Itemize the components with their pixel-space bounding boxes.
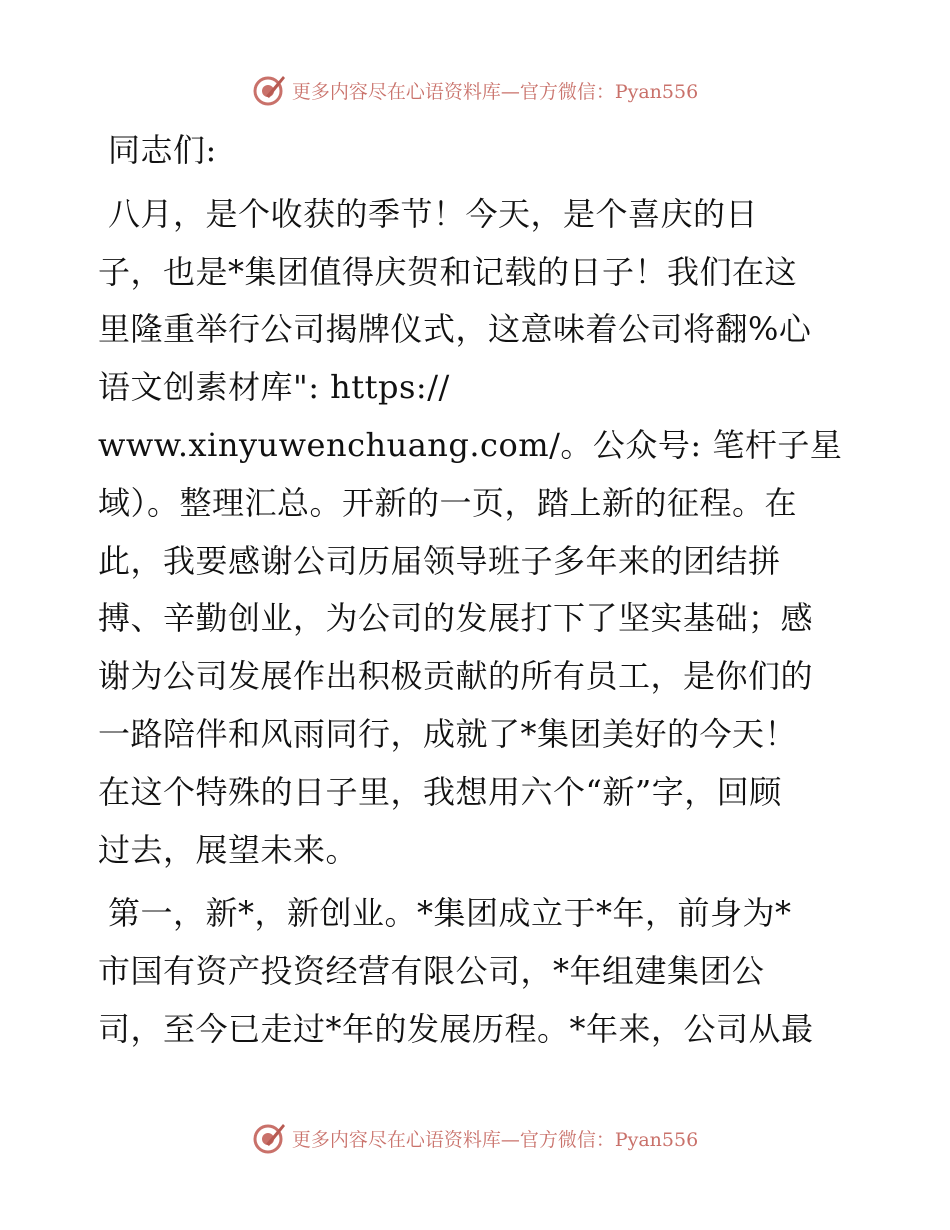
text-line: 第一，新*，新创业。*集团成立于*年，前身为* xyxy=(108,894,792,933)
text-line: 过去，展望未来。 xyxy=(98,830,359,869)
text-line: 同志们: xyxy=(108,131,217,169)
text-line: 司，至今已走过*年的发展历程。*年来，公司从最 xyxy=(98,1009,814,1048)
document-body xyxy=(98,122,858,1059)
text-line: 此，我要感谢公司历届领导班子多年来的团结拼 xyxy=(98,541,781,580)
text-line: 市国有资产投资经营有限公司，*年组建集团公 xyxy=(98,952,765,991)
watermark-text: 更多内容尽在心语资料库—官方微信：Pyan556 xyxy=(291,80,699,103)
text-line: 搏、辛勤创业，为公司的发展打下了坚实基础；感 xyxy=(98,599,814,638)
paragraph xyxy=(98,122,858,180)
text-line: 域）。整理汇总。开新的一页，踏上新的征程。在 xyxy=(98,483,798,522)
watermark-text: 更多内容尽在心语资料库—官方微信：Pyan556 xyxy=(291,1128,699,1151)
paragraph xyxy=(98,186,858,880)
paragraph xyxy=(98,885,858,1058)
text-line: 谢为公司发展作出积极贡献的所有员工，是你们的 xyxy=(98,657,814,696)
text-line: 一路陪伴和风雨同行，成就了*集团美好的今天！ xyxy=(98,714,798,753)
quill-logo-icon xyxy=(252,72,288,108)
text-line: www.xinyuwenchuang.com/。公众号: 笔杆子星 xyxy=(98,425,843,464)
text-line: 在这个特殊的日子里，我想用六个“新”字，回顾 xyxy=(98,772,782,811)
text-line: 语文创素材库": https:// xyxy=(98,368,450,407)
text-line: 子，也是*集团值得庆贺和记载的日子！我们在这 xyxy=(98,252,798,291)
text-line: 八月，是个收获的季节！今天，是个喜庆的日 xyxy=(108,194,759,233)
header-watermark xyxy=(0,70,950,110)
quill-logo-icon xyxy=(252,1120,288,1156)
footer-watermark xyxy=(0,1118,950,1158)
text-line: 里隆重举行公司揭牌仪式，这意味着公司将翻%心 xyxy=(98,310,812,349)
